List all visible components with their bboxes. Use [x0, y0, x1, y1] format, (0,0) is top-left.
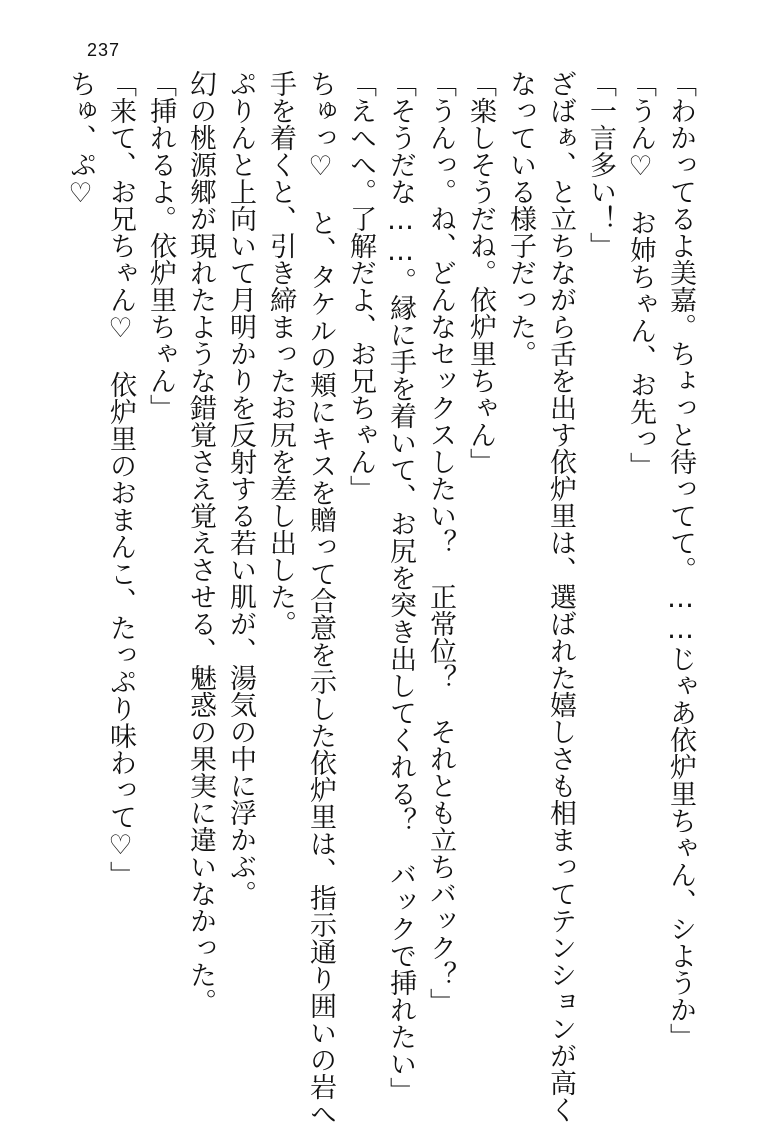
- text-line: 「来て、お兄ちゃん♡ 依炉里のおまんこ、たっぷり味わって♡」: [105, 70, 136, 888]
- text-line: 手を着くと、引き締まったお尻を差し出した。: [265, 70, 296, 637]
- vertical-text-body: [60, 70, 700, 1127]
- text-line: 「そうだな……。縁に手を着いて、お尻を突き出してくれる？ バックで挿れたい」: [385, 70, 416, 1104]
- text-line: 幻の桃源郷が現れたような錯覚さえ覚えさせる、魅惑の果実に違いなかった。: [185, 70, 216, 1015]
- text-line: 「うんっ。ね、どんなセックスしたい？ 正常位？ それとも立ちバック？」: [425, 70, 456, 1015]
- text-line: 「わかってるよ美嘉。ちょっと待ってて。……じゃあ依炉里ちゃん、シようか」: [665, 70, 696, 1050]
- text-line: 「挿れるよ。依炉里ちゃん」: [145, 70, 176, 421]
- text-line: 「うん♡ お姉ちゃん、お先っ」: [625, 70, 656, 479]
- text-line: ざばぁ、と立ちながら舌を出す依炉里は、選ばれた嬉しさも相まってテンションが高く: [545, 70, 576, 1123]
- text-line: なっている様子だった。: [505, 70, 536, 367]
- text-line: ちゅっ♡ と、タケルの頬にキスを贈って合意を示した依炉里は、指示通り囲いの岩へ: [305, 70, 336, 1127]
- text-line: ぷりんと上向いて月明かりを反射する若い肌が、湯気の中に浮かぶ。: [225, 70, 256, 907]
- text-line: 「えへへ。了解だよ、お兄ちゃん」: [345, 70, 376, 502]
- text-line: 「一言多い！」: [585, 70, 616, 259]
- page-number: 237: [87, 40, 121, 60]
- text-line: ちゅ、ぷ♡: [65, 70, 96, 209]
- text-line: 「楽しそうだね。依炉里ちゃん」: [465, 70, 496, 475]
